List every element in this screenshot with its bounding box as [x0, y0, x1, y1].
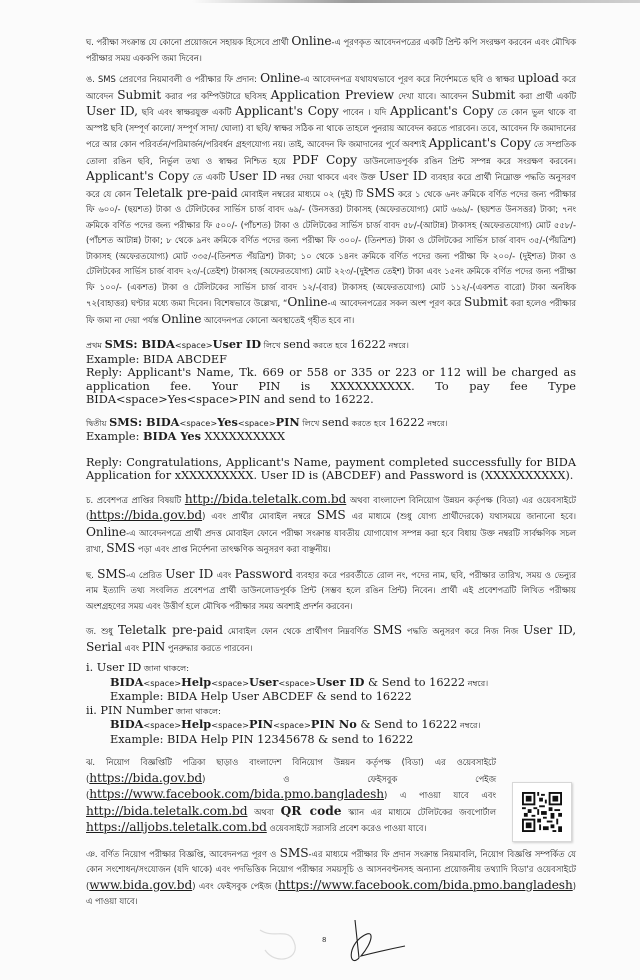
text-run: করে আবেদন: [86, 74, 577, 101]
text-run: করা হলেও পরীক্ষার ফি জমা না দেয়া পর্যন্ত: [86, 298, 576, 325]
text-run: SMS: [97, 566, 127, 581]
second-sms-reply: Reply: Congratulations, Applicant's Name, payment completed successfully for BIDA Application for xXXXXXXXXX. User ID is (ABCDEF) and Password is (XXXXXXXXXX).: [86, 455, 576, 482]
text-run: Submit: [117, 87, 162, 102]
text-run: User ID: [379, 169, 428, 183]
facebook-page-link[interactable]: https://www.facebook.com/bida.pmo.bangladesh: [89, 787, 384, 801]
text-run: BIDA Yes: [143, 429, 201, 443]
user-id-recovery-example: Example: BIDA Help User ABCDEF & send to 16222: [110, 690, 412, 703]
text-run: -এ আবেদনপত্রের সকল অংশ পূরণ করে: [327, 298, 464, 308]
text-run: নম্বরে।: [385, 340, 409, 350]
text-run: ওয়েবসাইটে সরাসরি প্রবেশ করেও পাওয়া যাবে।: [266, 823, 427, 833]
text-run: করতে হবে: [310, 340, 350, 350]
text-run: Applicant's Copy: [235, 104, 339, 118]
text-run: ঝ. নিয়োগ বিজ্ঞপ্তিটি পত্রিকা ছাড়াও বাংলাদেশ বিনিয়োগ উন্নয়ন কর্তৃপক্ষ (বিডা) এর ওয়েবসাইটে (: [86, 757, 496, 784]
text-run: এবং: [121, 642, 142, 653]
first-sms-instruction: [86, 338, 576, 407]
text-run: BIDA: [110, 674, 144, 689]
text-run: PDF Copy: [292, 152, 357, 167]
text-run: <space>: [143, 677, 182, 688]
bida-website-link[interactable]: https://bida.gov.bd: [89, 508, 203, 522]
text-run: ব্যবহার করে পরবর্তীতে রোল নং, পদের নাম, ছবি, পরীক্ষার তারিখ, সময় ও ভেন্যুর নাম ইত্যাদি তথ্য সংবলিত প্রবেশপত্র প্রার্থী ডাউনলোডপূর্বক প্রিন্ট (সম্ভব হলে রঙিন প্রিন্ট) নিবেন। প্রার্থী এই প্রবেশপত্রটি লিখিত পরীক্ষায় অংশগ্রহণের সময় এবং উত্তীর্ণ হলে মৌখিক পরীক্ষার সময় অবশ্যই প্রদর্শন করবেন।: [86, 569, 577, 611]
text-run: User ID,: [86, 104, 138, 118]
text-run: ঞ. বর্ণিত নিয়োগ পরীক্ষার বিজ্ঞপ্তি, আবেদনপত্র পূরণ ও: [86, 848, 280, 859]
text-run: PIN: [248, 717, 274, 731]
text-run: Application Preview: [270, 87, 394, 102]
text-run: upload: [517, 71, 559, 85]
text-run: ঘ. পরীক্ষা সংক্রান্ত যে কোনো প্রয়োজনে সহায়ক হিসেবে প্রার্থী: [86, 37, 292, 47]
text-run: মোবাইল ফোন থেকে প্রার্থীগণ নিম্নবর্ণিত: [223, 626, 374, 636]
qr-code-icon: [522, 792, 562, 832]
text-run: তে সম্প্রতিক তোলা রঙিন ছবি, নির্ভুল তথ্য ও স্বাক্ষর নিশ্চিত হয়ে: [86, 139, 576, 166]
text-run: মোবাইল নম্বরের মাধ্যমে ০২ (দুই) টি: [237, 188, 366, 199]
text-run: User ID: [212, 337, 262, 351]
text-run: send: [283, 338, 311, 351]
text-run: করে ১ থেকে ৬নং ক্রমিকে বর্ণিত পদের জন্য পরীক্ষার ফি ৬০০/- (ছয়শত) টাকা ও টেলিটকের সার্ভিস চার্জ বাবদ ৬৯/- (উনসত্তর) টাকাসহ (অফেরতযোগ্য) মোট ৬৬৯/- (ছয়শত উনসত্তর) টাকা; ৭নং ক্রমিকে বর্ণিত পদের জন্য পরীক্ষার ফি ৫০০/- (পাঁচশত) টাকা ও টেলিটকের সার্ভিস চার্জ বাবদ ৫৮/-(আটান্ন) টাকাসহ (অফেরতযোগ্য) মোট ৫৫৮/- (পাঁচশত আটান্ন) টাকা; ৮ থেকে ৯নং ক্রমিকে বর্ণিত পদের জন্য পরীক্ষা ফি ৩০০/- (তিনশত) টাকা ও টেলিটকের সার্ভিস চার্জ বাবদ ৩৫/-(পঁয়ত্রিশ) টাকাসহ (অফেরতযোগ্য) মোট ৩৩৫/-(তিনশত পঁয়ত্রিশ) টাকা; ১০ থেকে ১৪নং ক্রমিকে বর্ণিত পদের জন্য পরীক্ষা ফি ২০০/- (দুইশত) টাকা ও টেলিটকের সার্ভিস চার্জ বাবদ ২৩/-(তেইশ) টাকাসহ (অফেরতযোগ্য) মোট ২২৩/-(দুইশত তেইশ) টাকা এবং ১৫নং ক্রমিকে বর্ণিত পদের জন্য পরীক্ষা ফি ১০০/- (একশত) টাকা ও টেলিটকের সার্ভিস চার্জ বাবদ ১২/-(বার) টাকাসহ (অফেরতযোগ্য) মোট ১১২/-(একশত বারো) টাকা অনধিক ৭২(বাহাত্তর) ঘণ্টার মধ্যে জমা দিবেন। বিশেষভাবে উল্লেখ্য, “: [86, 188, 576, 308]
text-run: Teletalk pre-paid: [134, 185, 238, 200]
teletalk-link[interactable]: http://bida.teletalk.com.bd: [184, 491, 347, 506]
text-run: জানা থাকলে:: [141, 663, 190, 673]
text-run: পাবেন । যদি: [338, 107, 391, 117]
text-run: PIN No: [310, 717, 357, 731]
text-run: <space>: [179, 417, 218, 428]
text-run: Online: [86, 524, 127, 539]
paragraph-gha: [86, 34, 576, 66]
paragraph-further-info: [86, 846, 576, 910]
paragraph-admit-card-notice: [86, 492, 576, 558]
text-run: Help: [181, 674, 212, 689]
text-run: ব্যবহার করে প্রার্থী নিম্নোক্ত পদ্ধতি অনুসরণ করে যে কোন: [86, 172, 576, 199]
text-run: -এ প্রেরিত: [126, 569, 166, 580]
text-run: SMS: [373, 623, 403, 637]
text-run: -এ আবেদনপত্র যথাযথভাবে পূরণ করে নির্দেশমতে ছবি ও স্বাক্ষর: [300, 74, 518, 84]
text-run: Applicant's Copy: [428, 136, 532, 150]
second-sms-example: [86, 430, 576, 444]
text-run: <space>: [211, 720, 249, 730]
text-run: SMS: BIDA: [109, 414, 180, 429]
text-run: চ. প্রবেশপত্র প্রাপ্তির বিষয়টি: [86, 494, 185, 505]
text-run: <space>: [278, 677, 317, 688]
text-run: Online: [260, 71, 301, 85]
text-run: Teletalk pre-paid: [117, 623, 223, 637]
text-run: পড়া এবং প্রাপ্ত নির্দেশনা তাৎক্ষণিক অনুসরণ করা বাঞ্ছনীয়।: [135, 544, 331, 554]
text-run: করা প্রার্থী একটি: [515, 90, 577, 101]
text-run: তে একটি: [189, 172, 229, 182]
text-run: Password: [234, 566, 293, 581]
user-id-recovery-heading: [86, 661, 576, 676]
pin-recovery-command: [86, 718, 576, 733]
text-run: SMS: [365, 185, 395, 200]
text-run: SMS: BIDA: [104, 337, 175, 351]
text-run: নম্বরে।: [424, 417, 448, 428]
document-page: [86, 34, 576, 915]
text-run: Online: [287, 295, 328, 309]
text-run: জানা থাকলে:: [173, 705, 221, 716]
text-run: User: [248, 674, 279, 689]
text-run: Help: [181, 717, 212, 731]
text-run: ছবি এবং স্বাক্ষরযুক্ত একটি: [137, 107, 236, 117]
text-run: Submit: [463, 295, 508, 309]
text-run: ) এ পাওয়া যাবে।: [86, 880, 576, 906]
qr-code[interactable]: [512, 782, 572, 842]
text-run: User ID: [228, 169, 277, 183]
text-run: অথবা: [247, 806, 281, 817]
second-sms-command: [86, 416, 576, 431]
text-run: দেখা যাবে। আবেদন: [394, 90, 472, 101]
paragraph-admit-card-download: [86, 567, 576, 615]
text-run: এবং: [213, 569, 235, 580]
text-run: পদ্ধতি অনুসরণ করে নিজ নিজ: [402, 626, 524, 636]
text-run: লিখে: [261, 340, 284, 350]
teletalk-link[interactable]: http://bida.teletalk.com.bd: [86, 803, 248, 818]
text-run: -এ আবেদনপত্রে প্রার্থী প্রদত্ত মোবাইল ফোনে পরীক্ষা সংক্রান্ত যাবতীয় যোগাযোগ সম্পন্ন করা হবে বিধায় উক্ত নম্বরটি সার্বক্ষণিক সচল রাখা,: [86, 527, 576, 554]
text-run: আবেদনপত্র কোনো অবস্থাতেই গৃহীত হবে না।: [201, 314, 355, 325]
text-run: Yes: [217, 414, 238, 429]
user-id-recovery-command: [86, 676, 576, 691]
text-run: PIN: [275, 414, 300, 429]
text-run: Example:: [86, 430, 143, 443]
text-run: লিখে: [299, 417, 323, 428]
bida-website-link[interactable]: www.bida.gov.bd: [89, 877, 193, 892]
text-run: BIDA: [110, 717, 144, 731]
text-run: QR code: [280, 803, 342, 818]
text-run: SMS: [316, 508, 346, 522]
paragraph-circular-availability: [86, 755, 496, 837]
text-run: i. User ID: [86, 661, 142, 674]
text-run: অথবা বাংলাদেশ বিনিয়োগ উন্নয়ন কর্তৃপক্ষ (বিডা) এর ওয়েবসাইটে (: [86, 494, 576, 521]
bida-website-link[interactable]: https://bida.gov.bd: [89, 770, 203, 785]
text-run: এর মাধ্যমে (শুধু যোগ্য প্রার্থীদেরকে) যথাসময়ে জানানো হবে।: [345, 511, 576, 521]
first-sms-example: Example: BIDA ABCDEF: [86, 352, 228, 366]
text-run: & Send to 16222: [364, 675, 466, 689]
text-run: <space>: [237, 417, 276, 428]
text-run: & Send to 16222: [356, 718, 458, 731]
text-run: Online: [291, 34, 332, 48]
paragraph-sms-fee-rules: [86, 71, 576, 328]
text-run: নম্বর দেয়া থাকবে এবং উক্ত: [276, 172, 380, 182]
page-number: 8: [322, 936, 327, 944]
first-sms-command: [86, 338, 576, 353]
text-run: ডাউনলোডপূর্বক রঙিন প্রিন্ট সম্পন্ন করে সংরক্ষণ করবেন।: [356, 155, 576, 166]
facebook-page-link[interactable]: https://www.facebook.com/bida.pmo.bangladesh: [278, 877, 573, 892]
text-run: দ্বিতীয়: [86, 417, 110, 428]
text-run: User ID: [316, 674, 365, 689]
text-run: ) এবং ফেইসবুক পেইজ (: [192, 880, 278, 891]
signature: [345, 918, 415, 978]
scan-edge-shadow: [0, 0, 640, 3]
text-run: করতে হবে: [349, 417, 389, 428]
text-run: -এর মাধ্যমে পরীক্ষার ফি প্রদান সংক্রান্ত নিয়মাবলি, নিয়োগ বিজ্ঞপ্তি সম্পর্কিত যে কোন সংশোধন/সংযোজন (যদি থাকে) এবং পদভিত্তিক নিয়োগ পরীক্ষার সময়সূচি ও আসনবণ্টনসহ অন্যান্য প্রয়োজনীয় তথ্যাদি বিডা'র ওয়েবসাইটে (: [86, 848, 576, 891]
text-run: User ID, Serial: [86, 623, 576, 654]
second-sms-instruction: [86, 416, 576, 483]
text-run: জ. শুধু: [86, 626, 118, 636]
text-run: User ID: [165, 566, 214, 581]
text-run: Online: [161, 311, 202, 326]
text-run: PIN: [141, 639, 166, 654]
text-run: 16222: [349, 338, 386, 351]
text-run: নম্বরে।: [457, 720, 481, 730]
text-run: ) এ পাওয়া যাবে এবং: [384, 790, 496, 800]
text-run: ii. PIN Number: [86, 703, 174, 717]
text-run: SMS: [106, 541, 136, 555]
paragraph-recovery-intro: [86, 623, 576, 656]
text-run: -এ পূরণকৃত আবেদনপত্রের একটি প্রিন্ট কপি সংরক্ষণ করবেন এবং মৌখিক পরীক্ষার সময় এককপি জমা দিবেন।: [86, 37, 576, 63]
text-run: করার পর কম্পিউটারে ছবিসহ: [161, 90, 271, 101]
text-run: <space>: [211, 677, 249, 688]
text-run: ছ.: [86, 569, 98, 580]
text-run: স্ক্যান এর মাধ্যমে টেলিটকের জবপোর্টাল: [341, 806, 496, 817]
pin-recovery-heading: [86, 704, 576, 719]
user-id-recovery: [86, 661, 576, 746]
text-run: Applicant's Copy: [390, 104, 494, 118]
faint-stamp-mark: [250, 920, 310, 970]
text-run: প্রথম: [86, 340, 105, 350]
text-run: Applicant's Copy: [86, 169, 190, 183]
text-run: <space>: [273, 720, 311, 730]
text-run: নম্বরে।: [465, 677, 489, 688]
first-sms-reply: Reply: Applicant's Name, Tk. 669 or 558 or 335 or 223 or 112 will be charged as application fee. Your PIN is XXXXXXXXXX. To pay fee Type BIDA<space>Yes<space>PIN and send to 16222.: [86, 366, 576, 406]
pin-recovery-example: Example: BIDA Help PIN 12345678 & send to 16222: [110, 732, 414, 746]
alljobs-link[interactable]: https://alljobs.teletalk.com.bd: [86, 820, 267, 834]
text-run: ঙ. SMS প্রেরণের নিয়মাবলী ও পরীক্ষার ফি প্রদান:: [86, 74, 261, 84]
text-run: ) এবং প্রার্থীর মোবাইল নম্বরে: [202, 511, 317, 521]
text-run: <space>: [174, 340, 213, 350]
text-run: তে কোন ভুল থাকে বা অস্পষ্ট ছবি (সম্পূর্ণ কালো/ সম্পূর্ণ সাদা/ ঘোলা) বা ছবি/ স্বাক্ষর সঠিক না থাকে তাহলে পুনরায় আবেদন করতে পারবেন। তবে, আবেদন ফি জমাদানের পরে আর কোন পরিবর্তন/পরিমার্জন/পরিবর্ধন গ্রহণযোগ্য নয়। তাই, আবেদন ফি জমাদানের পূর্বে অবশ্যই: [86, 107, 576, 149]
text-run: SMS: [279, 845, 309, 860]
text-run: Submit: [471, 87, 516, 102]
text-run: XXXXXXXXXX: [200, 430, 285, 443]
text-run: ) ও ফেইসবুক পেইজ (: [86, 773, 496, 800]
text-run: send: [322, 415, 350, 429]
text-run: 16222: [388, 415, 425, 429]
text-run: <space>: [143, 720, 182, 730]
text-run: পুনরুদ্ধার করতে পারবেন।: [165, 642, 253, 653]
